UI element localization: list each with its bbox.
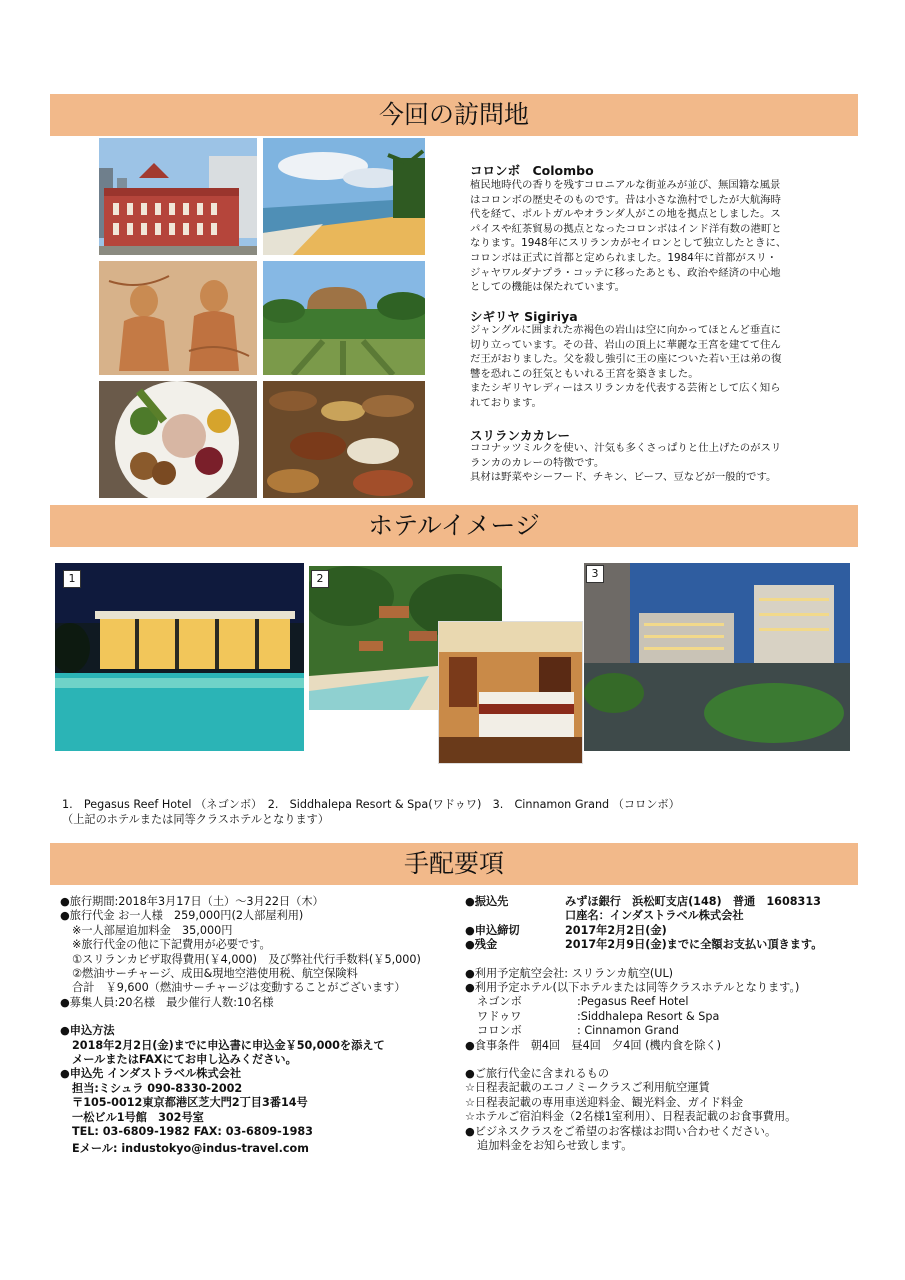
extra-total: 合計 ￥9,600（燃油サーチャージは変動することがございます）	[72, 981, 406, 995]
arrangement-right-column	[465, 895, 822, 1154]
bank-value: みずほ銀行 浜松町支店(148) 普通 1608313	[565, 895, 821, 908]
hotel-caption-note: （上記のホテルまたは同等クラスホテルとなります）	[62, 813, 330, 826]
fuel-surcharge: ②燃油サーチャージ、成田&現地空港使用税、航空保険料	[72, 967, 358, 981]
address-line-2: 一松ビル1号館 302号室	[72, 1110, 204, 1124]
hotel-captions	[62, 797, 680, 827]
hotel-plan: ●利用予定ホテル(以下ホテルまたは同等クラスホテルとなります。)	[465, 981, 800, 995]
curry-buffet-photo	[263, 381, 425, 498]
travel-price: ●旅行代金 お一人様 259,000円(2人部屋利用)	[60, 909, 304, 923]
sigiriya-description: ジャングルに囲まれた赤褐色の岩山は空に向かってほとんど垂直に 切り立っています。その昔、岩山の頂上に華麗な王宮を建てて住ん だ王がおりました。父を殺し強引に王の座についた若い王は弟の復 讐を恐れこの狂気ともいれる王宮を築きました。 またシギリヤレディーはスリランカを代表する芸術として広く知ら れております。	[470, 324, 782, 409]
beach-photo	[263, 138, 425, 255]
curry-description: ココナッツミルクを使い、汁気も多くさっぱりと仕上げたのがスリ ランカのカレーの特徴です。 具材は野菜やシーフード、チキン、ビーフ、豆などが一般的です。	[470, 442, 782, 484]
contact-heading: ●申込先 インダストラベル株式会社	[60, 1067, 242, 1081]
hotel-1-photo	[55, 563, 304, 751]
email[interactable]: Eメール: industokyo@indus-travel.com	[72, 1141, 309, 1155]
extra-fee-note: 追加料金をお知らせ致します。	[477, 1139, 633, 1153]
hotel-plan-item: コロンボ : Cinnamon Grand	[477, 1024, 679, 1038]
included-heading: ●ご旅行代金に含まれるもの	[465, 1067, 610, 1081]
hotel-3-number: 3	[586, 565, 604, 583]
balance-value: 2017年2月9日(金)までに全額お支払い頂きます。	[565, 938, 823, 952]
arrangement-left-column	[60, 895, 421, 1156]
airline: ●利用予定航空会社: スリランカ航空(UL)	[465, 966, 674, 980]
deadline-label: ●申込締切	[465, 923, 520, 937]
account-name: 口座名：インダストラベル株式会社	[565, 909, 744, 923]
sigiriya-heading: シギリヤ Sigiriya	[470, 309, 578, 324]
deadline-value: 2017年2月2日(金)	[565, 923, 667, 937]
contact-person: 担当:ミシュラ 090-8330-2002	[72, 1081, 243, 1095]
hotel-2-number: 2	[311, 570, 329, 588]
colombo-heading: コロンボ Colombo	[470, 163, 594, 178]
balance-label: ●残金	[465, 938, 498, 952]
sigiriya-rock-photo	[263, 261, 425, 375]
curry-heading: スリランカカレー	[470, 428, 571, 443]
business-class-note: ●ビジネスクラスをご希望のお客様はお問い合わせください。	[465, 1124, 777, 1138]
tel-fax: TEL: 03-6809-1982 FAX: 03-6809-1983	[72, 1125, 313, 1139]
section-header-arrangement: 手配要項	[50, 843, 858, 885]
single-supplement: ※一人部屋追加料金 35,000円	[72, 923, 233, 937]
included-item: ☆日程表記載の専用車送迎料金、観光料金、ガイド料金	[465, 1095, 744, 1109]
apply-method-heading: ●申込方法	[60, 1024, 115, 1038]
extra-cost-note: ※旅行代金の他に下記費用が必要です。	[72, 938, 271, 952]
hotel-2-room-photo	[438, 621, 583, 764]
apply-method-line-1: 2018年2月2日(金)までに申込書に申込金￥50,000を添えて	[72, 1038, 385, 1052]
included-item: ☆ホテルご宿泊料金（2名様1室利用）、日程表記載のお食事費用。	[465, 1110, 797, 1124]
bank-label: ●振込先	[465, 895, 509, 908]
sigiriya-fresco-photo	[99, 261, 257, 375]
hotel-1-number: 1	[63, 570, 81, 588]
included-item: ☆日程表記載のエコノミークラスご利用航空運賃	[465, 1081, 710, 1095]
travel-period: ●旅行期間:2018年3月17日（土）～3月22日（木）	[60, 895, 324, 908]
section-header-hotel: ホテルイメージ	[50, 505, 858, 547]
hotel-plan-item: ワドゥワ :Siddhalepa Resort & Spa	[477, 1009, 720, 1023]
apply-method-line-2: メールまたはFAXにてお申し込みください。	[72, 1053, 297, 1067]
curry-plate-photo	[99, 381, 257, 498]
visa-fee: ①スリランカビザ取得費用(￥4,000) 及び弊社代行手数料(￥5,000)	[72, 952, 421, 966]
section-header-visit: 今回の訪問地	[50, 94, 858, 136]
colombo-description: 植民地時代の香りを残すコロニアルな街並みが並び、無国籍な風景 はコロンボの歴史そのものです。昔は小さな漁村でしたが大航海時 代を経て、ポルトガルやオランダ人がこの地を拠点としました。ス パイスや紅茶貿易の拠点となったコロンボはインド洋有数の港町と なります。1948年にスリランカがセイロンとして独立したときに、 コロンボは正式に首都と定められました。1984年に首都がスリ・ ジャヤワルダナプラ・コッテに移ったあとも、政治や経済の中心地 としての機能は保たれています。	[470, 179, 787, 294]
colombo-building-photo	[99, 138, 257, 255]
recruitment: ●募集人員:20名様 最少催行人数:10名様	[60, 995, 274, 1009]
hotel-plan-item: ネゴンボ :Pegasus Reef Hotel	[477, 995, 689, 1009]
hotel-caption-line: 1. Pegasus Reef Hotel （ネゴンボ） 2. Siddhalepa Resort & Spa(ワドゥワ) 3. Cinnamon Grand （コロンボ）	[62, 798, 680, 811]
address-line-1: 〒105-0012東京都港区芝大門2丁目3番14号	[72, 1096, 308, 1110]
meal-conditions: ●食事条件 朝4回 昼4回 夕4回 (機内食を除く)	[465, 1038, 721, 1052]
hotel-3-photo	[584, 563, 850, 751]
